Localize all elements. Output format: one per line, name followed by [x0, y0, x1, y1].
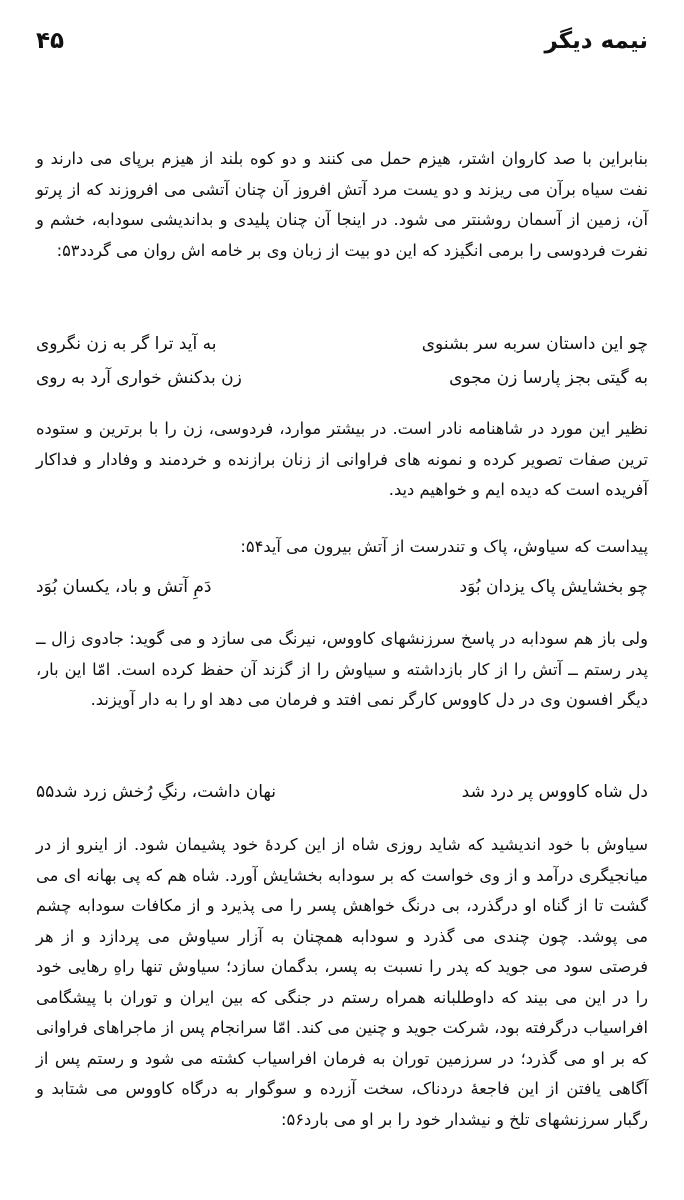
page-title: نیمه دیگر: [544, 28, 648, 54]
verse-hemistich-left: دَمِ آتش و باد، یکسان بُوَد: [36, 577, 212, 597]
page-header: [36, 28, 648, 68]
verse-couplet-3: [36, 577, 648, 611]
verse-couplet-1: [36, 334, 648, 368]
verse-hemistich-left: زن بدکنش خواری آرد به روی: [36, 368, 242, 388]
verse-hemistich-right: به گیتی بجز پارسا زن مجوی: [449, 368, 648, 388]
paragraph-1: بنابراین با صد کاروان اشتر، هیزم حمل می کنند و دو کوه بلند از هیزم برپای می دارند و نفت سیاه برآن می ریزند و دو یست مرد آتش افروز آن چنان آتشی می افروزند که از پرتو آن، زمین از آسمان روشنتر می شود. در اینجا آن چنان پلیدی و بداندیشی سودابه، خشم و نفرت فردوسی را برمی انگیزد که این دو بیت از زبان وی بر خامه اش روان می گردد۵۳:: [36, 149, 648, 260]
verse-hemistich-right: چو بخشایش پاک یزدان بُوَد: [459, 577, 648, 597]
verse-couplet-2: [36, 368, 648, 402]
paragraph-2: نظیر این مورد در شاهنامه نادر است. در بیشتر موارد، فردوسی، زن را با برترین و ستوده ترین صفات تصویر کرده و نمونه های فراوانی از زنان برازنده و خردمند و وفادار و فداکار آفریده است که دیده ایم و خواهیم دید.: [36, 419, 648, 499]
paragraph-4: ولی باز هم سودابه در پاسخ سرزنشهای کاووس، نیرنگ می سازد و می گوید: جادوی زال ــ پدر رستم ــ آتش را از کار بازداشته و سیاوش را از گزند آن حفظ کرده است. امّا این بار، دیگر افسون وی در دل کاووس کارگر نمی افتد و فرمان می دهد او را به دار آویزند.: [36, 629, 648, 709]
page-number: ۴۵: [36, 28, 65, 54]
verse-hemistich-right: چو این داستان سربه سر بشنوی: [421, 334, 648, 354]
paragraph-3: پیداست که سیاوش، پاک و تندرست از آتش بیرون می آید۵۴:: [240, 537, 648, 556]
verse-hemistich-right: دل شاه کاووس پر درد شد: [461, 782, 648, 802]
paragraph-5: سیاوش با خود اندیشید که شاید روزی شاه از این کردهٔ خود پشیمان شود. از اینرو از در میانجیگری درآمد و از وی خواست که بر سودابه بخشایش آورد. شاه هم که پی بهانه ای می گشت تا از گناه او درگذرد، بی درنگ خواهش پسر را می پذیرد و از مکافات سودابه چشم می پوشد. چون چندی می گذرد و سودابه همچنان به آزار سیاوش می پردازد و از هر فرصتی سود می جوید که پدر را نسبت به پسر، بدگمان سازد؛ سیاوش تنها راهِ رهایی خود را در این می بیند که داوطلبانه همراه رستم در جنگی که بین ایران و توران با پیشگامی افراسیاب درگرفته بود، شرکت جوید و چنین می کند. امّا سرانجام پس از ماجراهای فراوانی که بر او می گذرد؛ در سرزمین توران به فرمان افراسیاب کشته می شود و رستم پس از آگاهی یافتن از این فاجعهٔ دردناک، سخت آزرده و سوگوار به درگاه کاووس می شتابد و رگبار سرزنشهای تلخ و نیشدار خود را بر او می بارد۵۶:: [36, 835, 648, 1129]
verse-hemistich-left: به آید ترا گر به زن نگروی: [36, 334, 217, 354]
verse-hemistich-left: نهان داشت، رنگِ رُخش زرد شد۵۵: [36, 782, 276, 802]
verse-couplet-4: [36, 782, 648, 816]
